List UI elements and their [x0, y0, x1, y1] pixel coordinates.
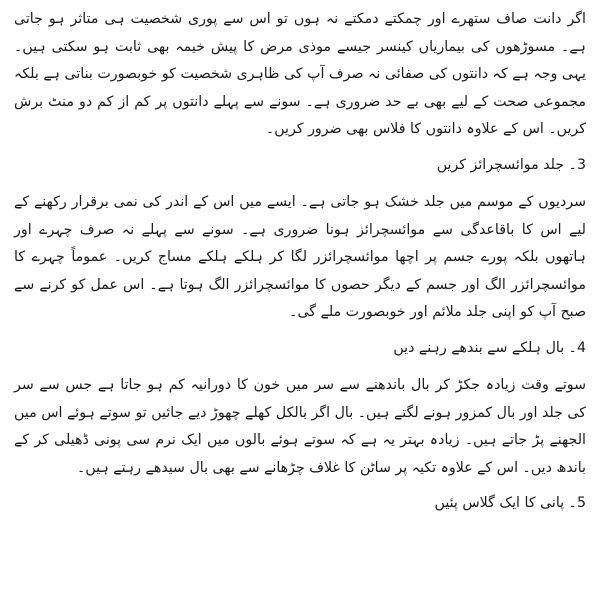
paragraph-hair-tie: سوتے وقت زیادہ جکڑ کر بال باندھنے سے سر میں خون کا دورانیہ کم ہو جاتا ہے جس سے سر کی جلد اور بال کمزور ہونے لگتے ہیں۔ بال اگر بالکل کھلے چھوڑ دیے جائیں تو سوتے ہوئے اس میں الجھنے پڑ جاتے ہیں۔ زیادہ بہتر یہ ہے کہ سوتے ہوئے بالوں میں ایک نرم سی پونی ڈھیلی کر کے باندھ دیں۔ اس کے علاوہ تکیہ پر ساٹن کا غلاف چڑھانے سے بھی بال سیدھے رہتے ہیں۔: [14, 377, 586, 476]
paragraph-teeth-care: اگر دانت صاف ستھرے اور چمکتے دمکتے نہ ہوں تو اس سے پوری شخصیت ہی متاثر ہو جاتی ہے۔ مسوڑھوں کی بیماریاں کینسر جیسے موذی مرض کا پیش خیمہ بھی ثابت ہو سکتی ہیں۔ یہی وجہ ہے کہ دانتوں کی صفائی نہ صرف آپ کی ظاہری شخصیت کو خوبصورت بناتی ہے بلکہ مجموعی صحت کے لیے بھی بے حد ضروری ہے۔ سونے سے پہلے دانتوں پر کم از کم دو منٹ برش کریں۔ اس کے علاوہ دانتوں کا فلاس بھی ضرور کریں۔: [14, 11, 586, 137]
heading-drink-water: 5۔ پانی کا ایک گلاس پئیں: [434, 495, 586, 511]
heading-hair-tie: 4۔ بال ہلکے سے بندھے رہنے دیں: [393, 339, 586, 356]
paragraph-moisturize: سردیوں کے موسم میں جلد خشک ہو جاتی ہے۔ ایسے میں اس کے اندر کی نمی برقرار رکھنے کے لیے اس کا باقاعدگی سے موائسچرائز ہونا ضروری ہے۔ سونے سے پہلے نہ صرف چہرے اور ہاتھوں بلکہ پورے جسم پر اچھا موائسچرائزر لگا کر ہلکے ہلکے مساج کریں۔ عموماً چہرے کا موائسچرائزر الگ اور جسم کے دیگر حصوں کا موائسچرائزر الگ ہوتا ہے۔ اس عمل کو کرنے سے صبح آپ کو اپنی جلد ملائم اور خوبصورت ملے گی۔: [14, 194, 586, 320]
heading-moisturize: 3۔ جلد موائسچرائز کریں: [436, 156, 586, 173]
